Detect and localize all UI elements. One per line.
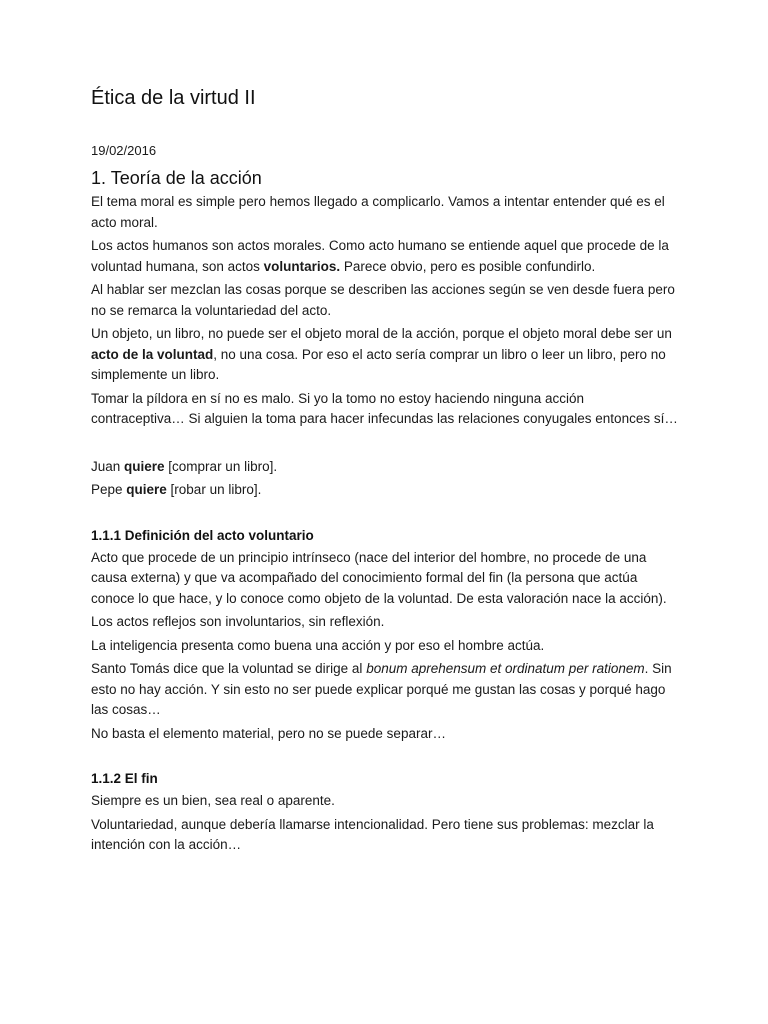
latin-quote: bonum aprehensum et ordinatum per rationem — [366, 661, 645, 676]
section-heading-acto-voluntario: 1.1.1 Definición del acto voluntario — [91, 527, 314, 543]
paragraph: Un objeto, un libro, no puede ser el objeto moral de la acción, porque el objeto moral debe ser un acto de la voluntad, no una cosa. Por eso el acto sería comprar un libro o leer un libro, pero no simplemente un libro. — [91, 326, 672, 382]
paragraph: Siempre es un bien, sea real o aparente. — [91, 793, 335, 808]
paragraph: Los actos humanos son actos morales. Como acto humano se entiende aquel que procede de la voluntad humana, son actos voluntarios. Parece obvio, pero es posible confundirlo. — [91, 238, 669, 274]
section-heading-el-fin: 1.1.2 El fin — [91, 771, 158, 786]
bold-term: acto de la voluntad — [91, 346, 214, 362]
paragraph: La inteligencia presenta como buena una acción y por eso el hombre actúa. — [91, 637, 545, 653]
document-page — [91, 84, 681, 859]
paragraph: Santo Tomás dice que la voluntad se dirige al bonum aprehensum et ordinatum per rationem. Sin esto no hay acción. Y sin esto no ser puede explicar porqué me gustan las cosas y porqué hago las cosas… — [91, 661, 672, 717]
paragraph: Tomar la píldora en sí no es malo. Si yo la tomo no estoy haciendo ninguna acción contraceptiva… Si alguien la toma para hacer infecundas las relaciones conyugales entonces sí… — [91, 390, 678, 426]
paragraph: El tema moral es simple pero hemos llegado a complicarlo. Vamos a intentar entender qué es el acto moral. — [91, 194, 665, 230]
paragraph: Voluntariedad, aunque debería llamarse intencionalidad. Pero tiene sus problemas: mezclar la intención con la acción… — [91, 816, 654, 852]
paragraph: Acto que procede de un principio intrínseco (nace del interior del hombre, no procede de una causa externa) y que va acompañado del conocimiento formal del fin (la persona que actúa conoce lo que hace, y lo conoce como objeto de la voluntad. De esta valoración nace la acción). — [91, 549, 667, 606]
bold-term: quiere — [126, 482, 167, 497]
example-line: Pepe quiere [robar un libro]. — [91, 482, 262, 497]
paragraph: No basta el elemento material, pero no se puede separar… — [91, 725, 446, 741]
document-date: 19/02/2016 — [91, 143, 157, 158]
bold-term: voluntarios. — [263, 258, 341, 274]
section-heading-teoria: 1. Teoría de la acción — [91, 168, 262, 188]
document-title: Ética de la virtud II — [91, 87, 256, 109]
paragraph: Los actos reflejos son involuntarios, sin reflexión. — [91, 614, 385, 629]
example-line: Juan quiere [comprar un libro]. — [91, 458, 278, 474]
paragraph: Al hablar ser mezclan las cosas porque se describen las acciones según se ven desde fuera pero no se remarca la voluntariedad del acto. — [91, 282, 675, 318]
bold-term: quiere — [124, 458, 165, 474]
